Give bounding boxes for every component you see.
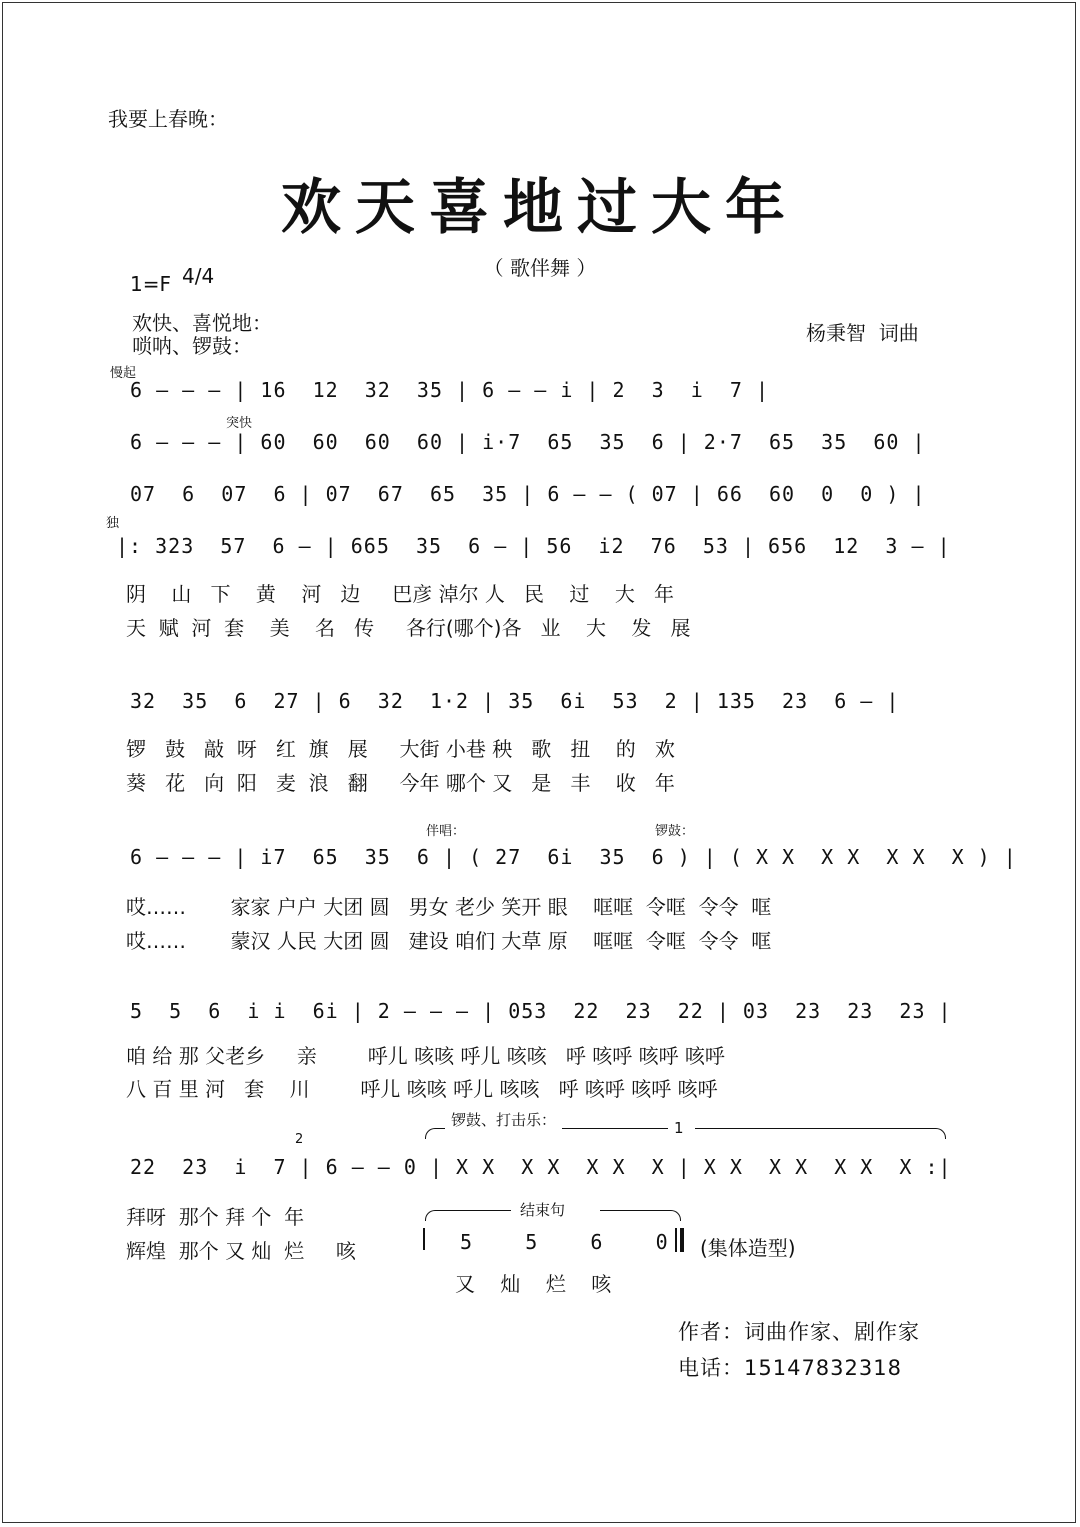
lyrics-row-8-verse-2: 辉煌 那个 又 灿 烂 咳 [126,1239,356,1263]
score-row-8: 22 23 i 7 | 6 — — 0 | X X X X X X X | X X X X X X X :| [130,1155,952,1179]
marking-slow-start: 慢起 [110,366,137,381]
ending-barline-thin [675,1228,677,1252]
marking-gong-drum: 锣鼓： [655,824,695,839]
lyrics-row-5-verse-2: 葵 花 向 阳 麦 浪 翻 今年 哪个 又 是 丰 收 年 [126,771,675,795]
marking-solo: 独 [106,516,120,531]
marking-accompany: 伴唱： [426,824,466,839]
ending-label: 结束句 [514,1199,571,1220]
ending-barline-thick [680,1228,684,1252]
key-signature: 1=F [130,272,171,296]
score-row-7: 5 5 6 i i 6i | 2 — — — | 053 22 23 22 | 03 23 23 23 | [130,999,952,1023]
marking-gong-percussion: 锣鼓、打击乐： [445,1109,562,1130]
lyrics-row-4-verse-1: 阴 山 下 黄 河 边 巴彦 淖尔 人 民 过 大 年 [126,582,674,606]
time-signature: 4/4 [182,264,215,288]
volta-number: 1 [668,1119,690,1137]
lyrics-row-7-verse-2: 八 百 里 河 套 川 呼儿 咳咳 呼儿 咳咳 呼 咳呼 咳呼 咳呼 [126,1077,718,1101]
marking-tempo: 2 [295,1132,304,1147]
ending-bracket-left [425,1210,511,1221]
ending-barline-start [423,1228,425,1250]
score-row-1: 6 — — — | 16 12 32 35 | 6 — — i | 2 3 i 7 | [130,378,770,402]
lyrics-row-5-verse-1: 锣 鼓 敲 呀 红 旗 展 大街 小巷 秧 歌 扭 的 欢 [126,737,675,761]
author-line: 作者：词曲作家、剧作家 [678,1320,920,1344]
marking-sudden-fast: 突快 [226,416,253,431]
lyrics-row-6-verse-2: 哎…… 蒙汉 人民 大团 圆 建设 咱们 大草 原 哐哐 令哐 令令 哐 [126,929,772,953]
ending-bracket-right [600,1210,681,1221]
score-row-4: |: 323 57 6 — | 665 35 6 — | 56 i2 76 53 | 656 12 3 — | [116,534,951,558]
score-row-2: 6 — — — | 60 60 60 60 | i·7 65 35 6 | 2·7 65 35 60 | [130,430,926,454]
score-row-5: 32 35 6 27 | 6 32 1·2 | 35 6i 53 2 | 135 23 6 — | [130,689,900,713]
score-row-6: 6 — — — | i7 65 35 6 | ( 27 6i 35 6 ) | ( X X X X X X X ) | [130,845,1017,869]
composer-credit: 杨秉智 词曲 [806,321,919,345]
song-title: 欢天喜地过大年 [281,173,799,243]
song-subtitle: （ 歌伴舞 ） [483,256,597,280]
ending-note: (集体造型) [700,1236,796,1260]
lyrics-row-7-verse-1: 咱 给 那 父老乡 亲 呼儿 咳咳 呼儿 咳咳 呼 咳呼 咳呼 咳呼 [126,1044,725,1068]
score-row-3: 07 6 07 6 | 07 67 65 35 | 6 — — ( 07 | 66 60 0 0 ) | [130,482,926,506]
lyrics-row-8-verse-1: 拜呀 那个 拜 个 年 [126,1205,305,1229]
ending-notes: 5 5 6 0 [460,1230,669,1254]
lyrics-row-6-verse-1: 哎…… 家家 户户 大团 圆 男女 老少 笑开 眼 哐哐 令哐 令令 哐 [126,895,772,919]
series-label: 我要上春晚： [108,107,228,131]
lyrics-row-4-verse-2: 天 赋 河 套 美 名 传 各行(哪个)各 业 大 发 展 [126,616,691,640]
instrument-marking: 唢呐、锣鼓： [132,334,252,358]
percussion-bracket-right [695,1128,946,1139]
phone-line: 电话：15147832318 [678,1356,902,1380]
ending-lyrics: 又 灿 烂 咳 [455,1272,612,1296]
mood-marking: 欢快、喜悦地： [132,311,272,335]
